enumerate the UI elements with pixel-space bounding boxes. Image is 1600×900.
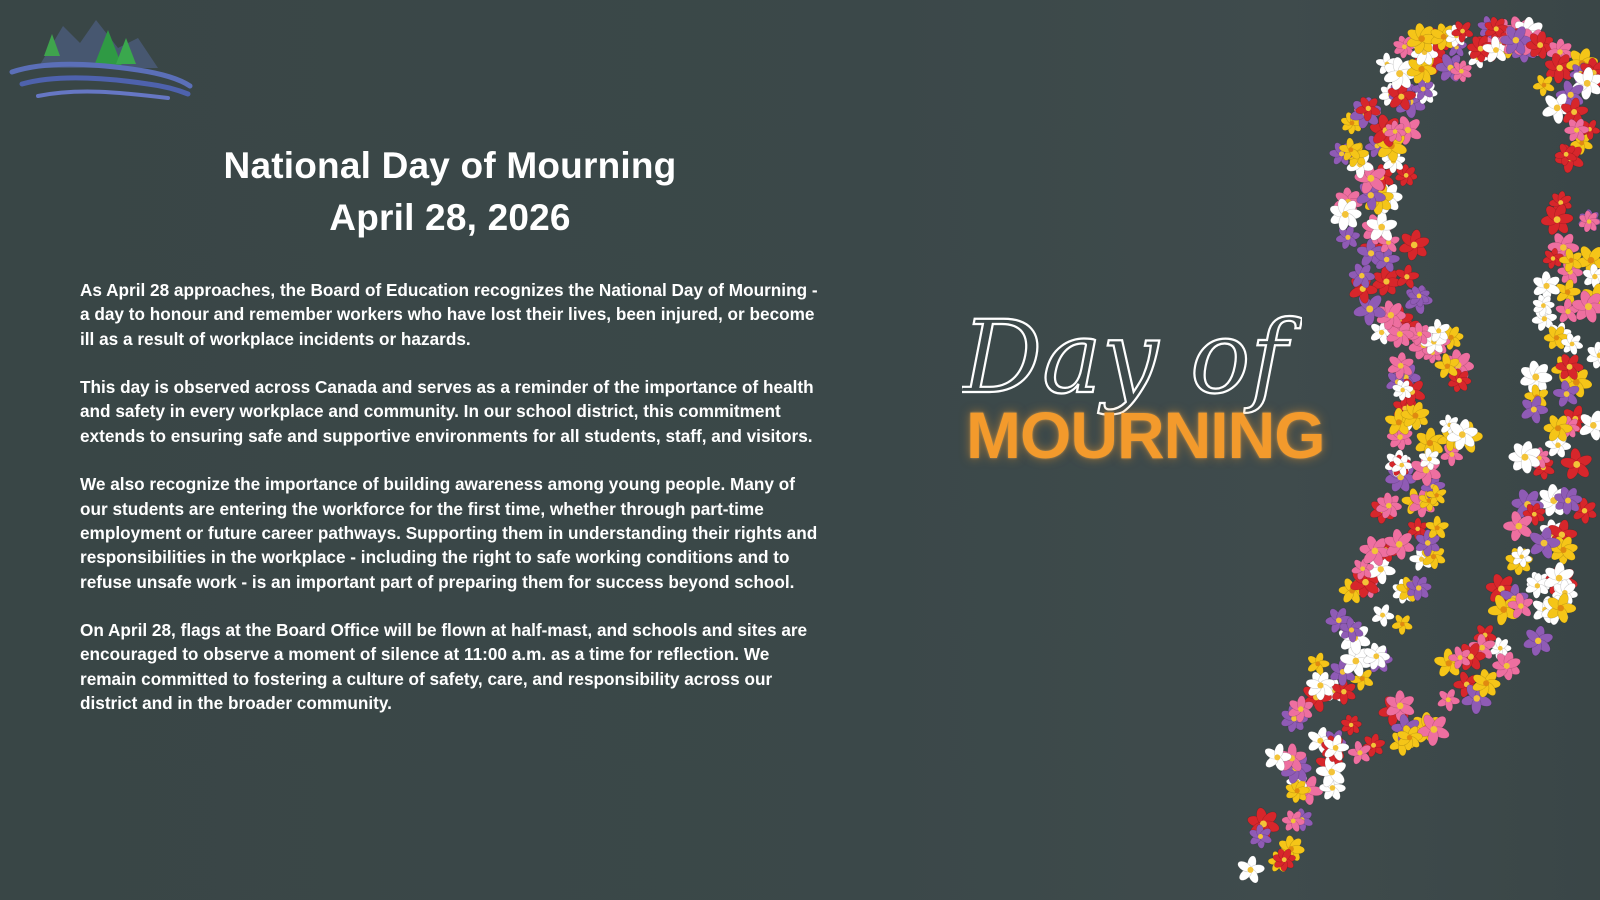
district-logo-icon: [8, 8, 194, 104]
paragraph-young-people: We also recognize the importance of building awareness among young people. Many of our students are entering the workforce for the first time, whether through part-time employment or future career pathways. Supporting them in understanding their rights and responsibilities in the workplace - including the right to safe working conditions and to refuse unsafe work - is an important part of preparing them for success beyond school.: [80, 474, 818, 592]
paragraph-flags-silence: On April 28, flags at the Board Office will be flown at half-mast, and schools and sites are encouraged to observe a moment of silence at 11:00 a.m. as a time for reflection. We remain committed to fostering a culture of safety, care, and responsibility across our district and in the broader community.: [80, 620, 808, 714]
flower-icon: [1532, 74, 1555, 97]
flower-icon: [1236, 855, 1265, 885]
flower-icon: [1398, 229, 1431, 262]
flower-icon: [1335, 224, 1360, 250]
day-of-text: Day of: [962, 300, 1288, 416]
page-title: [90, 140, 810, 244]
paragraph-observance: This day is observed across Canada and serves as a reminder of the importance of health and safety in every workplace and community. In our school district, this commitment extends to ensuring safe and supportive environments for all students, staff, and visitors.: [80, 377, 814, 446]
flower-icon: [1585, 341, 1600, 369]
announcement-body: [80, 278, 825, 740]
flower-icon: [1394, 264, 1419, 290]
title-line-event: National Day of Mourning: [223, 145, 677, 186]
flower-icon: [1436, 688, 1460, 712]
flower-icon: [1340, 714, 1362, 736]
flower-icon: [1371, 603, 1395, 627]
mourning-block-text: MOURNING: [966, 398, 1325, 472]
flower-icon: [1522, 625, 1554, 657]
title-line-date: April 28, 2026: [329, 197, 571, 238]
flower-icon: [1532, 294, 1555, 317]
paragraph-intro: As April 28 approaches, the Board of Education recognizes the National Day of Mourning - a day to honour and remember workers who have lost their lives, been injured, or become ill as a result of workplace incidents or hazards.: [80, 280, 818, 349]
